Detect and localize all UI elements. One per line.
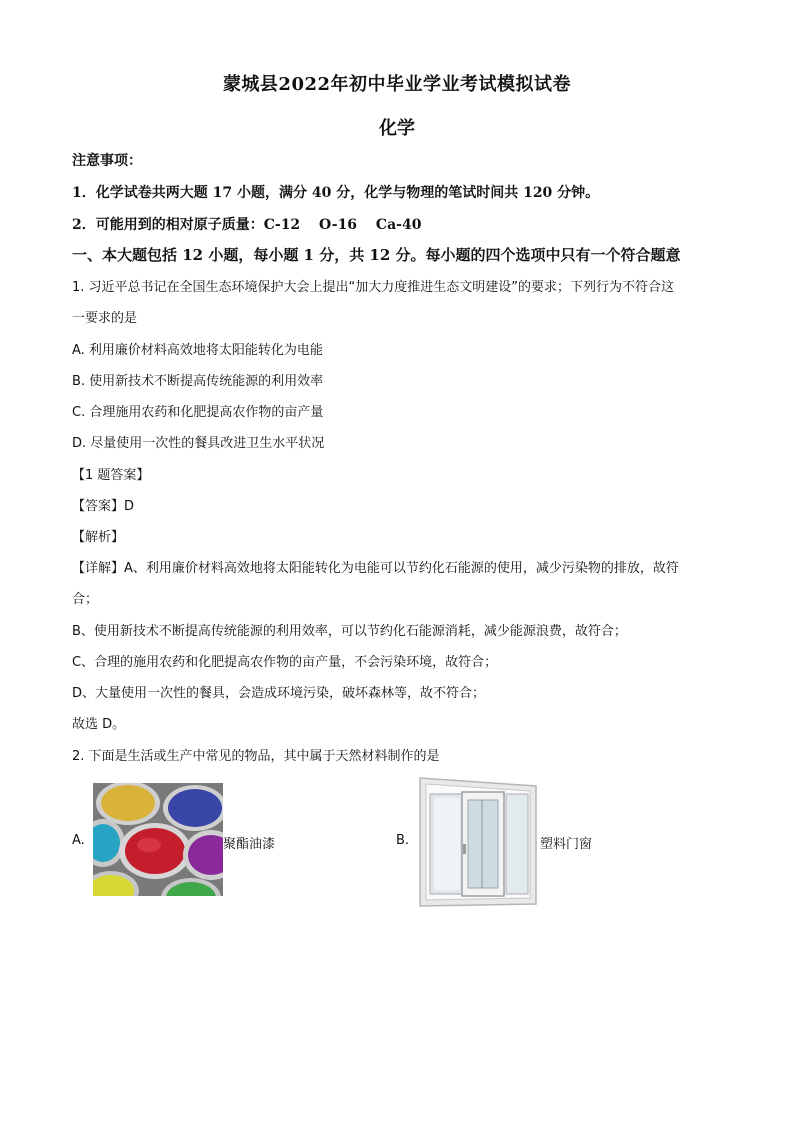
q1-stem-line-1: 1. 习近平总书记在全国生态环境保护大会上提出“加大力度推进生态文明建设”的要求；下列行为不符合这 xyxy=(72,280,675,295)
q1-answer-tag: 【1 题答案】 xyxy=(72,468,150,483)
q1-detail-line-2: 合； xyxy=(72,592,99,607)
q1-stem-line-2: 一要求的是 xyxy=(72,311,138,326)
q1-option-c: C. 合理施用农药和化肥提高农作物的亩产量 xyxy=(72,405,324,420)
subject-title: 化学 xyxy=(379,118,415,139)
q1-analysis-heading: 【解析】 xyxy=(72,530,125,545)
q1-option-b: B. 使用新技术不断提高传统能源的利用效率 xyxy=(72,374,324,389)
q1-detail-c: C、合理的施用农药和化肥提高农作物的亩产量，不会污染环境，故符合； xyxy=(72,655,498,670)
q1-detail-d: D、大量使用一次性的餐具，会造成环境污染，破坏森林等，故不符合； xyxy=(72,686,486,701)
q2-stem: 2. 下面是生活或生产中常见的物品，其中属于天然材料制作的是 xyxy=(72,749,440,764)
section-1-heading: 一、本大题包括 12 小题，每小题 1 分，共 12 分。每小题的四个选项中只有一个符合题意 xyxy=(72,246,681,264)
q1-conclusion: 故选 D。 xyxy=(72,717,126,732)
page-title: 蒙城县2022年初中毕业学业考试模拟试卷 xyxy=(222,74,572,95)
q1-answer: 【答案】D xyxy=(72,499,135,514)
q1-detail-line-1: 【详解】A、利用廉价材料高效地将太阳能转化为电能可以节约化石能源的使用，减少污染物的排放，故符 xyxy=(72,561,679,576)
q1-option-a: A. 利用廉价材料高效地将太阳能转化为电能 xyxy=(72,343,323,358)
plastic-window-image xyxy=(418,776,538,908)
q2-option-a-text: 聚酯油漆 xyxy=(223,837,276,852)
q1-detail-b: B、使用新技术不断提高传统能源的利用效率，可以节约化石能源消耗，减少能源浪费，故符合； xyxy=(72,624,627,639)
paint-cans-image xyxy=(93,783,223,896)
notes-item-2: 2．可能用到的相对原子质量：C-12 O-16 Ca-40 xyxy=(72,217,422,233)
q2-option-a-label: A. xyxy=(72,833,85,848)
q1-option-d: D. 尽量使用一次性的餐具改进卫生水平状况 xyxy=(72,436,325,451)
notes-item-1: 1．化学试卷共两大题 17 小题，满分 40 分，化学与物理的笔试时间共 120 分钟。 xyxy=(72,185,600,201)
q2-option-b-text: 塑料门窗 xyxy=(540,837,593,852)
q2-option-b-label: B. xyxy=(396,833,410,848)
notes-heading: 注意事项： xyxy=(72,153,142,169)
